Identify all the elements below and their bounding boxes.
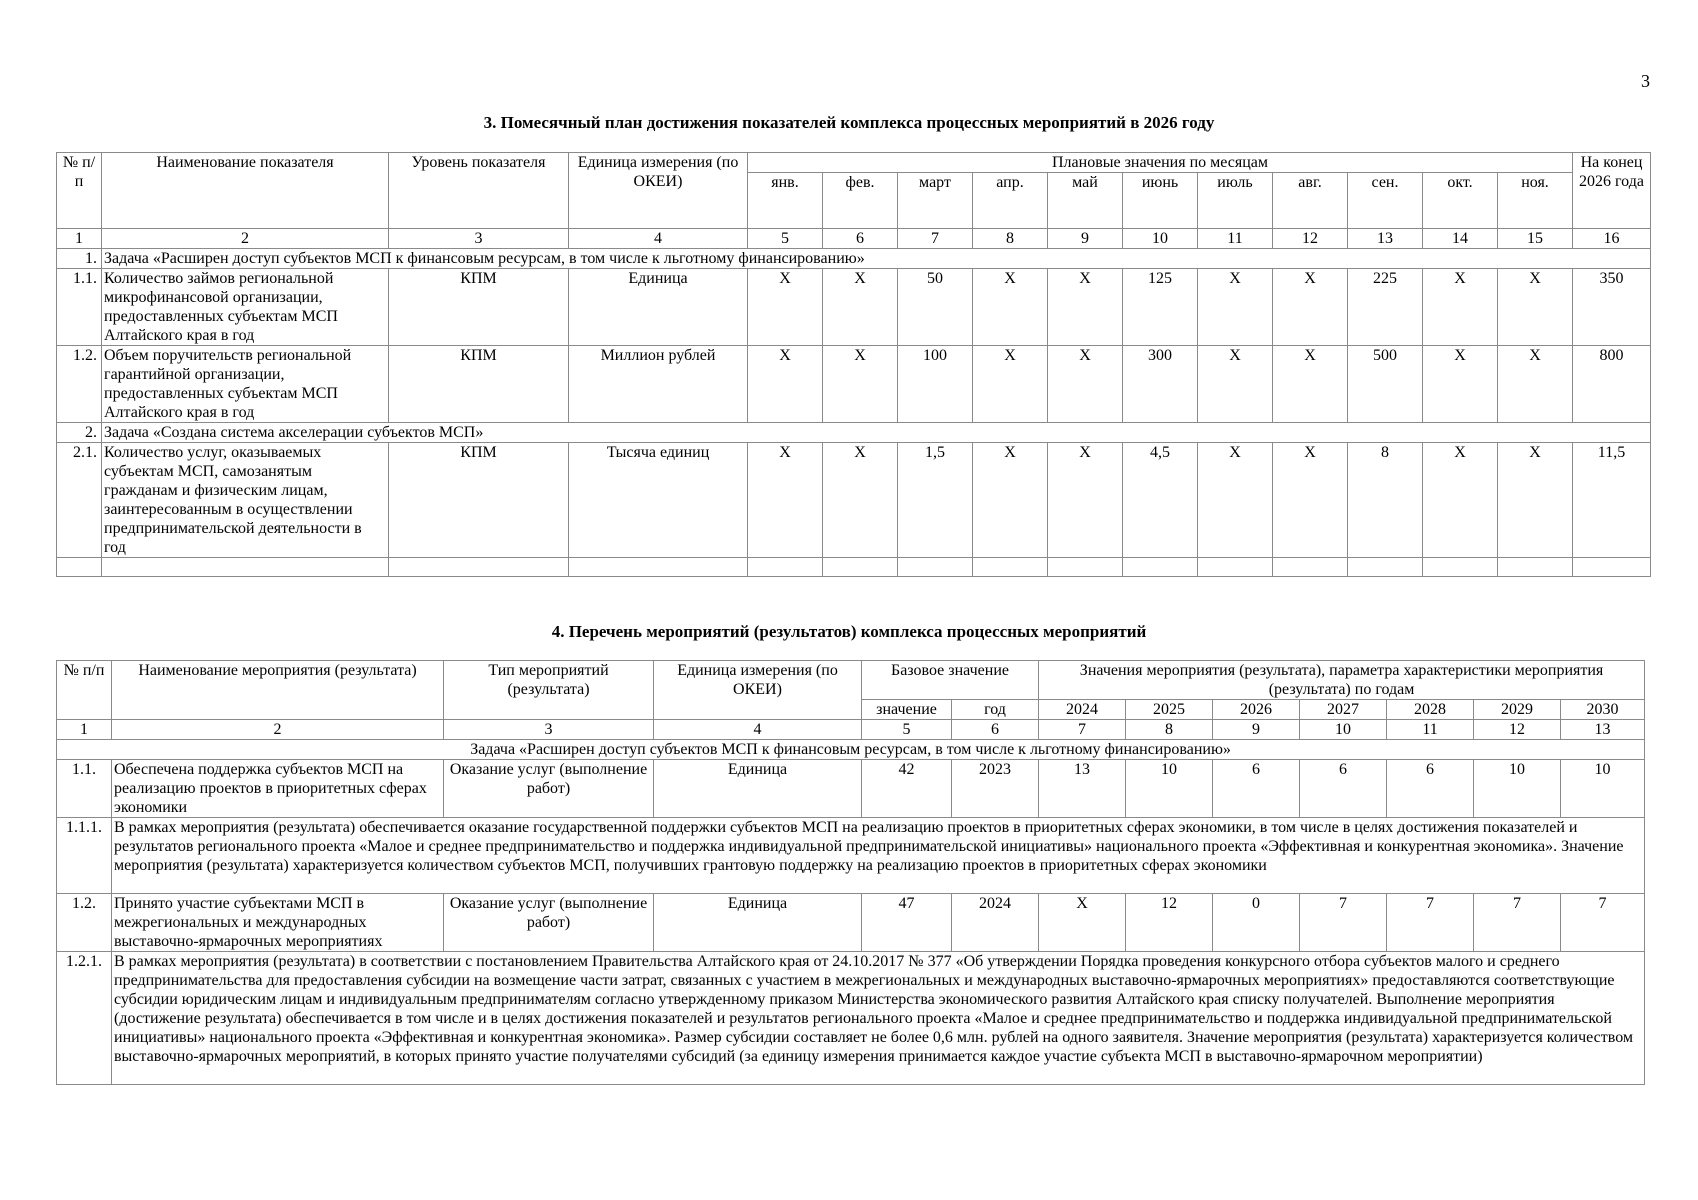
column-number: 10 [1300, 720, 1387, 740]
indicator-level: КПМ [389, 269, 569, 346]
column-number: 7 [1039, 720, 1126, 740]
month-value: X [748, 346, 823, 423]
month-value: X [1048, 346, 1123, 423]
task-row [57, 740, 1645, 760]
base-year: 2024 [952, 894, 1039, 952]
end-year-value: 350 [1573, 269, 1651, 346]
month-value: 1,5 [898, 443, 973, 558]
column-number: 8 [973, 229, 1048, 249]
month-value: 8 [1348, 443, 1423, 558]
activity-type: Оказание услуг (выполнение работ) [444, 894, 654, 952]
header-type: Тип мероприятий (результата) [444, 661, 654, 720]
base-value: 47 [862, 894, 952, 952]
year-header: 2030 [1561, 700, 1645, 720]
indicator-level: КПМ [389, 346, 569, 423]
month-header: апр. [973, 173, 1048, 229]
activity-description: В рамках мероприятия (результата) в соответствии с постановлением Правительства Алтайского края от 24.10.2017 № 377 «Об утверждении Порядка проведения конкурсного отбора субъектов малого и среднего предпринимательства для предоставления субсидии на возмещение части затрат, связанных с участием в межрегиональных и международных выставочно-ярмарочных мероприятиях» предоставляются соответствующие субсидии юридическим лицам и индивидуальным предпринимателям согласно утвержденному приказом Министерства экономического развития Алтайского края списку получателей. Выполнение мероприятия (достижение результата) обеспечивается в том числе и в целях достижения показателей и результатов регионального проекта «Малое и среднее предпринимательство и поддержка индивидуальной предпринимательской инициативы» национального проекта «Эффективная и конкурентная экономика». Размер субсидии составляет не более 0,6 млн. рублей на одного заявителя. Значение мероприятия (результата) характеризуется количеством выставочно-ярмарочных мероприятий, в которых принято участие получателями субсидий (за единицу измерения принимается каждое участие субъекта МСП в выставочно-ярмарочном мероприятии) [112, 952, 1645, 1085]
month-header: март [898, 173, 973, 229]
empty-cell [57, 558, 102, 577]
month-value: X [1048, 269, 1123, 346]
row-number: 2.1. [57, 443, 102, 558]
month-value: X [1048, 443, 1123, 558]
end-year-value: 11,5 [1573, 443, 1651, 558]
year-value: 0 [1213, 894, 1300, 952]
table-row [57, 760, 1645, 818]
row-number: 1.2.1. [57, 952, 112, 1085]
empty-cell [898, 558, 973, 577]
indicator-unit: Тысяча единиц [569, 443, 748, 558]
column-number: 6 [823, 229, 898, 249]
month-value: X [1273, 269, 1348, 346]
header-base: Базовое значение [862, 661, 1039, 700]
description-row [57, 818, 1645, 894]
empty-cell [748, 558, 823, 577]
month-value: X [823, 269, 898, 346]
empty-cell [1573, 558, 1651, 577]
header-end: На конец 2026 года [1573, 153, 1651, 229]
year-header: 2028 [1387, 700, 1474, 720]
column-number: 3 [389, 229, 569, 249]
activity-name: Принято участие субъектами МСП в межрегиональных и международных выставочно-ярмарочных мероприятиях [112, 894, 444, 952]
description-row [57, 952, 1645, 1085]
section4-title: 4. Перечень мероприятий (результатов) комплекса процессных мероприятий [551, 622, 1147, 641]
column-number: 5 [862, 720, 952, 740]
empty-cell [1273, 558, 1348, 577]
header-num: № п/п [57, 661, 112, 720]
month-value: X [1498, 346, 1573, 423]
task-text: Задача «Расширен доступ субъектов МСП к финансовым ресурсам, в том числе к льготному финансированию» [57, 740, 1645, 760]
indicator-level: КПМ [389, 443, 569, 558]
header-unit: Единица измерения (по ОКЕИ) [654, 661, 862, 720]
month-value: 225 [1348, 269, 1423, 346]
month-header: янв. [748, 173, 823, 229]
month-header: сен. [1348, 173, 1423, 229]
column-number: 13 [1561, 720, 1645, 740]
header-name: Наименование показателя [102, 153, 389, 229]
row-number: 1.2. [57, 894, 112, 952]
table-row [57, 269, 1651, 346]
activity-unit: Единица [654, 760, 862, 818]
year-header: 2026 [1213, 700, 1300, 720]
column-number: 11 [1387, 720, 1474, 740]
task-row [57, 423, 1651, 443]
indicator-name: Количество услуг, оказываемых субъектам МСП, самозанятым гражданам и физическим лицам, заинтересованным в осуществлении предпринимательской деятельности в год [102, 443, 389, 558]
header-name: Наименование мероприятия (результата) [112, 661, 444, 720]
section3-title: 3. Помесячный план достижения показателей комплекса процессных мероприятий в 2026 году [483, 113, 1215, 132]
task-row [57, 249, 1651, 269]
month-header: окт. [1423, 173, 1498, 229]
page-number: 3 [1641, 71, 1650, 91]
year-value: 10 [1561, 760, 1645, 818]
column-number: 14 [1423, 229, 1498, 249]
month-header: фев. [823, 173, 898, 229]
year-header: 2025 [1126, 700, 1213, 720]
month-value: X [1423, 346, 1498, 423]
base-year: 2023 [952, 760, 1039, 818]
empty-cell [569, 558, 748, 577]
empty-cell [1423, 558, 1498, 577]
column-number: 7 [898, 229, 973, 249]
header-plan: Плановые значения по месяцам [748, 153, 1573, 173]
empty-cell [1348, 558, 1423, 577]
header-num: № п/п [57, 153, 102, 229]
month-value: X [823, 346, 898, 423]
month-value: X [1273, 346, 1348, 423]
year-header: 2029 [1474, 700, 1561, 720]
year-value: 7 [1387, 894, 1474, 952]
header-unit: Единица измерения (по ОКЕИ) [569, 153, 748, 229]
header-level: Уровень показателя [389, 153, 569, 229]
month-header: авг. [1273, 173, 1348, 229]
month-header: ноя. [1498, 173, 1573, 229]
empty-cell [1123, 558, 1198, 577]
month-value: X [1198, 443, 1273, 558]
month-value: 500 [1348, 346, 1423, 423]
indicator-unit: Миллион рублей [569, 346, 748, 423]
column-number: 9 [1048, 229, 1123, 249]
indicator-name: Количество займов региональной микрофинансовой организации, предоставленных субъектам МСП Алтайского края в год [102, 269, 389, 346]
task-text: Задача «Расширен доступ субъектов МСП к финансовым ресурсам, в том числе к льготному финансированию» [102, 249, 1651, 269]
year-value: 10 [1126, 760, 1213, 818]
empty-cell [102, 558, 389, 577]
column-number: 4 [569, 229, 748, 249]
empty-cell [973, 558, 1048, 577]
column-number: 4 [654, 720, 862, 740]
column-number: 5 [748, 229, 823, 249]
column-number: 12 [1474, 720, 1561, 740]
table-row [57, 894, 1645, 952]
month-value: X [823, 443, 898, 558]
month-value: 100 [898, 346, 973, 423]
column-number: 2 [112, 720, 444, 740]
month-value: X [973, 269, 1048, 346]
row-number: 1.1. [57, 269, 102, 346]
month-value: X [1273, 443, 1348, 558]
year-header: 2024 [1039, 700, 1126, 720]
month-value: X [1423, 269, 1498, 346]
header-base-value: значение [862, 700, 952, 720]
column-number: 2 [102, 229, 389, 249]
empty-cell [1048, 558, 1123, 577]
column-number: 8 [1126, 720, 1213, 740]
year-value: 6 [1213, 760, 1300, 818]
column-number: 15 [1498, 229, 1573, 249]
month-value: X [748, 269, 823, 346]
month-value: X [1498, 269, 1573, 346]
year-value: 7 [1561, 894, 1645, 952]
year-value: 7 [1474, 894, 1561, 952]
month-header: июль [1198, 173, 1273, 229]
header-base-year: год [952, 700, 1039, 720]
column-number: 13 [1348, 229, 1423, 249]
empty-cell [1498, 558, 1573, 577]
row-number: 2. [57, 423, 102, 443]
month-value: X [748, 443, 823, 558]
year-value: 10 [1474, 760, 1561, 818]
indicator-name: Объем поручительств региональной гарантийной организации, предоставленных субъектам МСП Алтайского края в год [102, 346, 389, 423]
empty-cell [1198, 558, 1273, 577]
header-values: Значения мероприятия (результата), параметра характеристики мероприятия (результата) по годам [1039, 661, 1645, 700]
month-value: 50 [898, 269, 973, 346]
activities-table [56, 660, 1645, 1085]
base-value: 42 [862, 760, 952, 818]
month-value: X [973, 443, 1048, 558]
year-header: 2027 [1300, 700, 1387, 720]
activity-unit: Единица [654, 894, 862, 952]
activity-name: Обеспечена поддержка субъектов МСП на реализацию проектов в приоритетных сферах экономики [112, 760, 444, 818]
column-number: 10 [1123, 229, 1198, 249]
row-number: 1. [57, 249, 102, 269]
month-value: X [1198, 346, 1273, 423]
year-value: 6 [1387, 760, 1474, 818]
year-value: X [1039, 894, 1126, 952]
month-value: 4,5 [1123, 443, 1198, 558]
row-number: 1.1. [57, 760, 112, 818]
month-value: 125 [1123, 269, 1198, 346]
column-number: 16 [1573, 229, 1651, 249]
table-row [57, 346, 1651, 423]
activity-type: Оказание услуг (выполнение работ) [444, 760, 654, 818]
column-number: 11 [1198, 229, 1273, 249]
table-row [57, 443, 1651, 558]
month-value: X [973, 346, 1048, 423]
column-number: 9 [1213, 720, 1300, 740]
year-value: 12 [1126, 894, 1213, 952]
month-header: май [1048, 173, 1123, 229]
activity-description: В рамках мероприятия (результата) обеспечивается оказание государственной поддержки субъектов МСП на реализацию проектов в приоритетных сферах экономики, в том числе в целях достижения показателей и результатов регионального проекта «Малое и среднее предпринимательство и поддержка индивидуальной предпринимательской инициативы» национального проекта «Эффективная и конкурентная экономика». Значение мероприятия (результата) характеризуется количеством субъектов МСП, получивших грантовую поддержку на реализацию проектов в приоритетных сферах экономики [112, 818, 1645, 894]
row-number: 1.1.1. [57, 818, 112, 894]
indicator-unit: Единица [569, 269, 748, 346]
task-text: Задача «Создана система акселерации субъектов МСП» [102, 423, 1651, 443]
empty-row [57, 558, 1651, 577]
year-value: 13 [1039, 760, 1126, 818]
empty-cell [389, 558, 569, 577]
column-number: 1 [57, 720, 112, 740]
empty-cell [823, 558, 898, 577]
year-value: 6 [1300, 760, 1387, 818]
end-year-value: 800 [1573, 346, 1651, 423]
column-number: 1 [57, 229, 102, 249]
month-value: X [1498, 443, 1573, 558]
month-value: 300 [1123, 346, 1198, 423]
monthly-plan-table [56, 152, 1651, 577]
row-number: 1.2. [57, 346, 102, 423]
month-value: X [1198, 269, 1273, 346]
year-value: 7 [1300, 894, 1387, 952]
month-header: июнь [1123, 173, 1198, 229]
month-value: X [1423, 443, 1498, 558]
column-number: 6 [952, 720, 1039, 740]
column-number: 3 [444, 720, 654, 740]
column-number: 12 [1273, 229, 1348, 249]
